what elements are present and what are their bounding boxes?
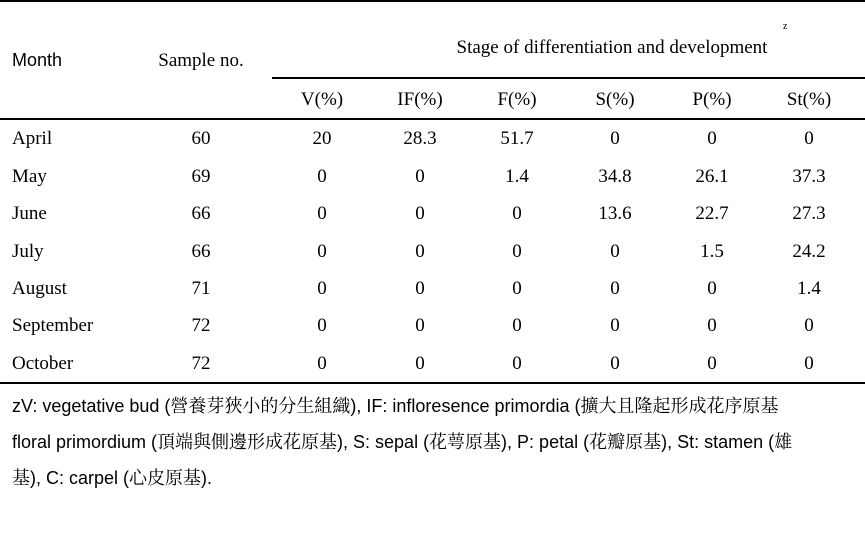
header-stage-group: Stage of differentiation and development bbox=[456, 37, 768, 58]
footnote-line: zV: vegetative bud (營養芽狹小的分生組織), IF: infloresence primordia (擴大且隆起形成花序原基 bbox=[12, 396, 779, 416]
row-s: 13.6 bbox=[598, 203, 632, 224]
footnote-line: 基), C: carpel (心皮原基). bbox=[12, 468, 213, 488]
row-f: 51.7 bbox=[500, 128, 534, 149]
header-col-st: St(%) bbox=[786, 89, 832, 110]
row-sample-no: 69 bbox=[191, 166, 211, 187]
row-p: 1.5 bbox=[700, 241, 724, 262]
row-month: May bbox=[12, 166, 47, 187]
row-p: 22.7 bbox=[695, 203, 729, 224]
header-col-f: F(%) bbox=[497, 89, 537, 110]
row-p: 0 bbox=[707, 315, 717, 336]
row-if: 0 bbox=[415, 166, 425, 187]
row-sample-no: 71 bbox=[191, 278, 211, 299]
row-st: 1.4 bbox=[797, 278, 821, 299]
row-st: 0 bbox=[804, 315, 814, 336]
row-month: July bbox=[12, 241, 44, 262]
group-header-rule bbox=[272, 77, 865, 79]
row-v: 0 bbox=[317, 203, 327, 224]
header-col-v: V(%) bbox=[300, 89, 344, 110]
row-s: 0 bbox=[610, 353, 620, 374]
row-sample-no: 66 bbox=[191, 241, 211, 262]
row-v: 0 bbox=[317, 353, 327, 374]
row-sample-no: 72 bbox=[191, 315, 211, 336]
row-s: 34.8 bbox=[598, 166, 632, 187]
row-f: 0 bbox=[512, 353, 522, 374]
row-if: 28.3 bbox=[403, 128, 437, 149]
row-if: 0 bbox=[415, 315, 425, 336]
row-st: 24.2 bbox=[792, 241, 826, 262]
row-p: 0 bbox=[707, 353, 717, 374]
row-v: 0 bbox=[317, 166, 327, 187]
row-sample-no: 66 bbox=[191, 203, 211, 224]
row-s: 0 bbox=[610, 128, 620, 149]
row-f: 0 bbox=[512, 278, 522, 299]
table-bottom-rule bbox=[0, 382, 865, 384]
row-month: October bbox=[12, 353, 74, 374]
header-stage-marker: z bbox=[783, 21, 788, 32]
row-month: June bbox=[12, 203, 47, 224]
header-col-p: P(%) bbox=[692, 89, 732, 110]
row-v: 0 bbox=[317, 278, 327, 299]
row-st: 0 bbox=[804, 353, 814, 374]
row-sample-no: 60 bbox=[191, 128, 211, 149]
row-if: 0 bbox=[415, 241, 425, 262]
header-col-s: S(%) bbox=[595, 89, 635, 110]
row-v: 20 bbox=[312, 128, 332, 149]
row-f: 0 bbox=[512, 203, 522, 224]
row-month: September bbox=[12, 315, 94, 336]
row-f: 1.4 bbox=[505, 166, 529, 187]
row-sample-no: 72 bbox=[191, 353, 211, 374]
row-p: 26.1 bbox=[695, 166, 729, 187]
row-p: 0 bbox=[707, 278, 717, 299]
row-f: 0 bbox=[512, 241, 522, 262]
row-p: 0 bbox=[707, 128, 717, 149]
header-bottom-rule bbox=[0, 118, 865, 120]
row-v: 0 bbox=[317, 315, 327, 336]
row-s: 0 bbox=[610, 278, 620, 299]
row-st: 37.3 bbox=[792, 166, 826, 187]
row-st: 27.3 bbox=[792, 203, 826, 224]
row-if: 0 bbox=[415, 278, 425, 299]
row-month: April bbox=[12, 128, 53, 149]
row-if: 0 bbox=[415, 353, 425, 374]
row-st: 0 bbox=[804, 128, 814, 149]
header-col-if: IF(%) bbox=[397, 89, 443, 110]
row-s: 0 bbox=[610, 241, 620, 262]
header-sample-no: Sample no. bbox=[158, 50, 244, 71]
table-top-rule bbox=[0, 0, 865, 2]
header-month: Month bbox=[12, 50, 63, 70]
row-v: 0 bbox=[317, 241, 327, 262]
row-if: 0 bbox=[415, 203, 425, 224]
row-month: August bbox=[12, 278, 67, 299]
footnote-line: floral primordium (頂端與側邊形成花原基), S: sepal (花萼原基), P: petal (花瓣原基), St: stamen (雄 bbox=[12, 432, 793, 452]
row-s: 0 bbox=[610, 315, 620, 336]
row-f: 0 bbox=[512, 315, 522, 336]
